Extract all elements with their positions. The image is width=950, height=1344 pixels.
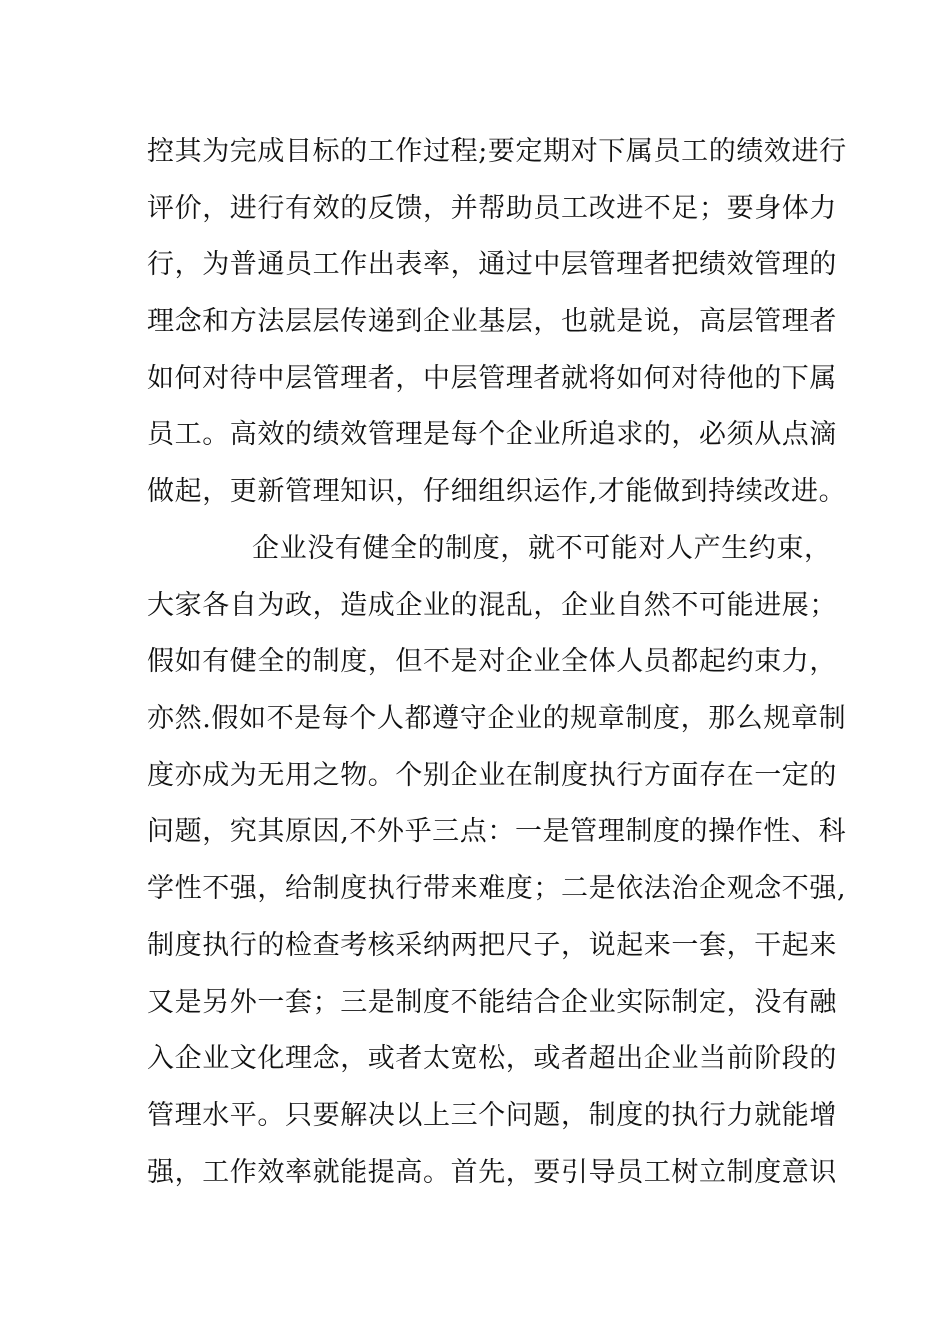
text-line: 评价，进行有效的反馈，并帮助员工改进不足；要身体力 <box>147 192 837 224</box>
text-line: 学性不强，给制度执行带来难度；二是依法治企观念不强, <box>147 873 847 905</box>
text-line: 假如有健全的制度，但不是对企业全体人员都起约束力， <box>147 646 837 678</box>
text-line: 又是另外一套；三是制度不能结合企业实际制定，没有融 <box>147 986 837 1018</box>
text-line: 理念和方法层层传递到企业基层，也就是说，高层管理者 <box>147 306 837 338</box>
text-line: 度亦成为无用之物。个别企业在制度执行方面存在一定的 <box>147 759 837 791</box>
paragraph-performance-management <box>147 124 847 521</box>
text-line: 大家各自为政，造成企业的混乱，企业自然不可能进展； <box>147 589 837 621</box>
paragraph-enterprise-rules <box>147 521 847 1201</box>
text-line: 行，为普通员工作出表率，通过中层管理者把绩效管理的 <box>147 249 837 281</box>
text-line: 员工。高效的绩效管理是每个企业所追求的，必须从点滴 <box>147 419 837 451</box>
text-line: 问题，究其原因,不外乎三点：一是管理制度的操作性、科 <box>147 816 847 848</box>
text-line: 如何对待中层管理者，中层管理者就将如何对待他的下属 <box>147 362 837 394</box>
text-line: 控其为完成目标的工作过程;要定期对下属员工的绩效进行 <box>147 136 847 167</box>
text-line: 强，工作效率就能提高。首先，要引导员工树立制度意识 <box>147 1156 837 1188</box>
text-line-indented: 企业没有健全的制度，就不可能对人产生约束， <box>252 533 832 564</box>
text-line: 制度执行的检查考核采纳两把尺子，说起来一套，干起来 <box>147 929 837 961</box>
text-line: 亦然.假如不是每个人都遵守企业的规章制度，那么规章制 <box>147 703 847 735</box>
text-line: 做起，更新管理知识，仔细组织运作,才能做到持续改进。 <box>147 476 847 508</box>
text-line: 管理水平。只要解决以上三个问题，制度的执行力就能增 <box>147 1099 837 1131</box>
text-line: 入企业文化理念，或者太宽松，或者超出企业当前阶段的 <box>147 1043 837 1075</box>
